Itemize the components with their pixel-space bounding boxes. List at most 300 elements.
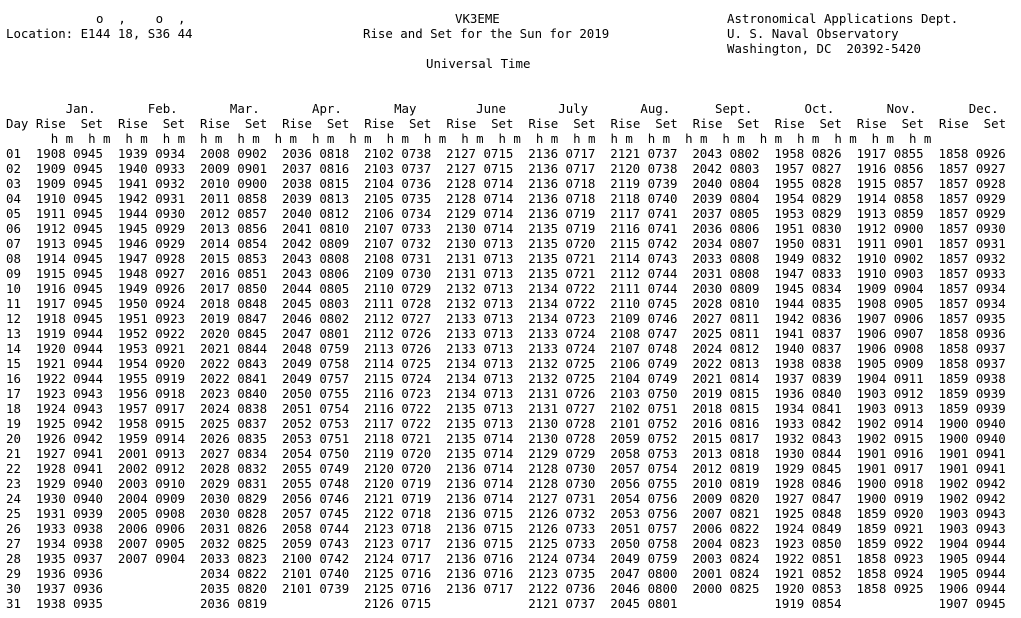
rise-set-cell: 2128 0714 [446, 191, 514, 206]
rise-set-cell: 2134 0723 [528, 311, 596, 326]
rise-set-cell: 2007 0904 [117, 551, 186, 566]
rise-set-cell: 1933 0842 [774, 416, 842, 431]
rise-set-cell: 2016 0851 [199, 266, 268, 281]
rise-set-cell: 2134 0722 [528, 281, 596, 296]
rise-set-cell: 1921 0944 [35, 356, 103, 371]
rise-set-cell: 1959 0914 [117, 431, 186, 446]
month-header: Apr. [311, 101, 342, 116]
table-row [6, 251, 1006, 266]
day-number: 13 [6, 326, 21, 341]
rise-set-cell: 1859 0922 [856, 536, 924, 551]
set-header: Set [573, 116, 596, 131]
rise-set-cell: 2136 0717 [528, 161, 596, 176]
rise-set-cell: 2133 0713 [446, 311, 514, 326]
rise-set-cell: 2028 0832 [199, 461, 268, 476]
unit-label: h m [461, 131, 484, 146]
rise-set-cell: 1857 0928 [938, 176, 1006, 191]
rise-set-cell: 2023 0840 [199, 386, 268, 401]
rise-set-cell: 2110 0729 [364, 281, 432, 296]
rise-set-cell: 2056 0755 [610, 476, 678, 491]
rise-set-cell: 2127 0731 [528, 491, 596, 506]
rise-set-cell: 2108 0747 [610, 326, 678, 341]
unit-label: h m [349, 131, 372, 146]
rise-set-cell: 1941 0837 [774, 326, 842, 341]
rise-set-cell: 2103 0750 [610, 386, 678, 401]
rise-set-cell: 2130 0714 [446, 221, 514, 236]
rise-set-cell: 2056 0746 [282, 491, 350, 506]
unit-label: h m [834, 131, 857, 146]
rise-set-cell: 1859 0921 [856, 521, 924, 536]
rise-set-cell: 2040 0812 [282, 206, 350, 221]
rise-set-cell: 1921 0852 [774, 566, 842, 581]
rise-set-cell: 2058 0744 [282, 521, 350, 536]
rise-set-cell: 2121 0737 [528, 596, 596, 611]
rise-set-cell: 2133 0713 [446, 341, 514, 356]
set-header: Set [80, 116, 104, 131]
rise-set-cell: 1902 0942 [938, 476, 1006, 491]
rise-set-cell: 2059 0752 [610, 431, 678, 446]
rise-set-cell: 2050 0758 [610, 536, 678, 551]
day-number: 23 [6, 476, 21, 491]
rise-set-cell: 2119 0739 [610, 176, 678, 191]
rise-set-cell: 2049 0759 [610, 551, 678, 566]
rise-header: Rise [446, 116, 477, 131]
rise-set-cell: 2000 0825 [692, 581, 760, 596]
day-number: 30 [6, 581, 21, 596]
rise-set-cell: 1901 0917 [856, 461, 924, 476]
rise-set-cell: 2046 0802 [282, 311, 350, 326]
rise-set-cell: 2116 0722 [364, 401, 432, 416]
rise-set-cell: 2117 0741 [610, 206, 678, 221]
rise-set-cell: 1955 0828 [774, 176, 842, 191]
rise-set-cell: 2022 0813 [692, 356, 760, 371]
rise-set-cell: 2127 0715 [446, 146, 514, 161]
rise-set-cell: 1859 0939 [938, 401, 1006, 416]
rise-set-cell: 1901 0941 [938, 446, 1006, 461]
rise-set-cell: 2136 0717 [446, 581, 514, 596]
rise-set-cell: 2106 0749 [610, 356, 678, 371]
rise-set-cell: 1936 0840 [774, 386, 842, 401]
rise-set-cell: 2109 0746 [610, 311, 678, 326]
unit-label: h m [162, 131, 186, 146]
rise-set-cell: 2041 0810 [282, 221, 350, 236]
rise-set-cell: 2047 0800 [610, 566, 678, 581]
day-number: 31 [6, 596, 21, 611]
rise-set-cell: 2010 0819 [692, 476, 760, 491]
month-header: Sept. [714, 101, 753, 116]
rise-set-cell: 1907 0945 [938, 596, 1006, 611]
rise-set-cell: 2136 0714 [446, 491, 514, 506]
day-number: 14 [6, 341, 21, 356]
day-column-header: Day [6, 116, 29, 131]
rise-set-cell: 2030 0809 [692, 281, 760, 296]
unit-label: h m [386, 131, 409, 146]
rise-set-cell: 2136 0716 [446, 566, 514, 581]
rise-set-cell: 2101 0752 [610, 416, 678, 431]
rise-set-cell: 2136 0714 [446, 476, 514, 491]
set-header: Set [491, 116, 514, 131]
unit-label: h m [125, 131, 148, 146]
rise-set-cell: 1905 0944 [938, 551, 1006, 566]
table-row [6, 416, 1006, 431]
rise-set-cell: 2030 0829 [199, 491, 268, 506]
rise-header: Rise [364, 116, 395, 131]
rise-set-cell: 1954 0920 [117, 356, 186, 371]
table-row [6, 161, 1006, 176]
dept-line-1: Astronomical Applications Dept. [727, 11, 959, 26]
rise-set-cell: 1929 0940 [35, 476, 103, 491]
day-number: 16 [6, 371, 21, 386]
rise-set-cell: 1910 0902 [856, 251, 924, 266]
rise-set-cell: 2027 0834 [199, 446, 268, 461]
rise-set-cell: 2105 0735 [364, 191, 432, 206]
rise-set-cell: 2119 0720 [364, 446, 432, 461]
location-line: Location: E144 18, S36 44 [6, 26, 193, 41]
unit-label: h m [237, 131, 260, 146]
rise-set-cell: 1915 0945 [35, 266, 103, 281]
rise-set-cell: 2007 0905 [117, 536, 186, 551]
rise-set-cell: 2131 0726 [528, 386, 596, 401]
rise-set-cell: 2053 0751 [282, 431, 350, 446]
rise-set-cell: 2043 0806 [282, 266, 350, 281]
rise-set-cell: 2006 0906 [117, 521, 186, 536]
rise-set-cell: 2016 0816 [692, 416, 760, 431]
rise-set-cell: 2049 0758 [282, 356, 350, 371]
table-row [6, 446, 1006, 461]
rise-set-cell: 1915 0857 [856, 176, 924, 191]
rise-set-cell: 2035 0820 [199, 581, 268, 596]
rise-set-cell: 2117 0722 [364, 416, 432, 431]
rise-set-cell: 1953 0921 [117, 341, 186, 356]
rise-set-cell: 2131 0713 [446, 266, 514, 281]
rise-set-cell: 1859 0938 [938, 371, 1006, 386]
table-row [6, 551, 1006, 566]
rise-header: Rise [938, 116, 969, 131]
rise-set-cell: 2003 0824 [692, 551, 760, 566]
rise-set-cell: 2048 0759 [282, 341, 350, 356]
rise-set-cell: 2022 0843 [199, 356, 268, 371]
unit-label: h m [685, 131, 708, 146]
rise-set-cell: 1950 0924 [117, 296, 186, 311]
rise-set-cell: 2102 0751 [610, 401, 678, 416]
set-header: Set [655, 116, 678, 131]
rise-set-cell: 1904 0911 [856, 371, 924, 386]
rise-set-cell: 1906 0944 [938, 581, 1006, 596]
rise-set-cell: 2001 0824 [692, 566, 760, 581]
unit-label: h m [871, 131, 895, 146]
rise-set-cell: 2039 0813 [282, 191, 350, 206]
day-number: 10 [6, 281, 21, 296]
rise-set-cell: 2057 0754 [610, 461, 678, 476]
rise-set-cell: 1924 0943 [35, 401, 103, 416]
rise-set-cell: 1944 0835 [774, 296, 842, 311]
rise-set-cell: 2004 0909 [117, 491, 186, 506]
rise-set-cell: 2007 0821 [692, 506, 760, 521]
rise-set-cell: 2125 0716 [364, 581, 432, 596]
rise-set-cell: 2026 0835 [199, 431, 268, 446]
table-row [6, 281, 1006, 296]
rise-set-cell: 2011 0858 [199, 191, 268, 206]
rise-set-cell: 2118 0721 [364, 431, 432, 446]
rise-set-cell: 2114 0743 [610, 251, 678, 266]
rise-set-cell: 2104 0736 [364, 176, 432, 191]
rise-set-cell: 1914 0945 [35, 251, 103, 266]
rise-set-cell: 1857 0929 [938, 206, 1006, 221]
rise-set-cell: 2046 0800 [610, 581, 678, 596]
rise-set-cell: 1903 0912 [856, 386, 924, 401]
rise-set-cell: 1948 0927 [117, 266, 186, 281]
rise-set-cell: 2059 0743 [282, 536, 350, 551]
rise-set-cell: 1937 0936 [35, 581, 103, 596]
table-row [6, 461, 1006, 476]
rise-set-cell: 1932 0843 [774, 431, 842, 446]
rise-set-cell: 2135 0714 [446, 431, 514, 446]
rise-set-cell: 1900 0940 [938, 416, 1006, 431]
rise-set-cell: 2130 0713 [446, 236, 514, 251]
rise-set-cell: 2128 0730 [528, 476, 596, 491]
rise-set-cell: 2136 0715 [446, 536, 514, 551]
rise-set-cell: 2112 0726 [364, 326, 432, 341]
rise-set-cell: 2043 0802 [692, 146, 760, 161]
rise-set-cell: 2019 0847 [199, 311, 268, 326]
rise-set-cell: 1916 0945 [35, 281, 103, 296]
day-number: 12 [6, 311, 21, 326]
rise-set-cell: 2050 0755 [282, 386, 350, 401]
rise-set-cell: 1904 0944 [938, 536, 1006, 551]
rise-set-cell: 1958 0826 [774, 146, 842, 161]
day-number: 05 [6, 206, 21, 221]
rise-set-cell: 1900 0940 [938, 431, 1006, 446]
table-row [6, 221, 1006, 236]
rise-set-cell: 2120 0720 [364, 461, 432, 476]
rise-set-cell: 2052 0753 [282, 416, 350, 431]
set-header: Set [326, 116, 350, 131]
rise-set-cell: 1945 0834 [774, 281, 842, 296]
table-row [6, 236, 1006, 251]
rise-set-cell: 2039 0804 [692, 191, 760, 206]
rise-set-cell: 2123 0718 [364, 521, 432, 536]
rise-set-cell: 1946 0929 [117, 236, 186, 251]
table-row [6, 536, 1006, 551]
unit-label: h m [274, 131, 298, 146]
rise-set-cell: 2113 0726 [364, 341, 432, 356]
rise-set-cell: 2030 0828 [199, 506, 268, 521]
day-number: 09 [6, 266, 21, 281]
rise-set-cell: 1923 0850 [774, 536, 842, 551]
sun-table [6, 101, 1021, 611]
rise-set-cell: 1901 0916 [856, 446, 924, 461]
unit-label: h m [908, 131, 932, 146]
rise-set-cell: 2031 0826 [199, 521, 268, 536]
rise-header: Rise [117, 116, 148, 131]
rise-set-cell: 2115 0724 [364, 371, 432, 386]
set-header: Set [819, 116, 842, 131]
rise-set-cell: 1922 0851 [774, 551, 842, 566]
rise-set-cell: 2135 0720 [528, 236, 596, 251]
rise-set-cell: 1910 0945 [35, 191, 103, 206]
rise-set-cell: 2057 0745 [282, 506, 350, 521]
rise-set-cell: 1918 0945 [35, 311, 103, 326]
day-number: 22 [6, 461, 21, 476]
rise-set-cell: 2032 0825 [199, 536, 268, 551]
rise-set-cell: 2133 0724 [528, 326, 596, 341]
rise-set-cell: 2127 0715 [446, 161, 514, 176]
rise-set-cell: 1953 0829 [774, 206, 842, 221]
day-number: 03 [6, 176, 21, 191]
rise-set-cell: 1906 0908 [856, 341, 924, 356]
table-row [6, 386, 1006, 401]
rise-set-cell: 2131 0713 [446, 251, 514, 266]
rise-set-cell: 1923 0943 [35, 386, 103, 401]
rise-set-cell: 2121 0737 [610, 146, 678, 161]
rise-set-cell: 2129 0714 [446, 206, 514, 221]
unit-label: h m [573, 131, 596, 146]
rise-set-cell: 2136 0719 [528, 206, 596, 221]
table-row [6, 506, 1006, 521]
rise-set-cell: 2116 0741 [610, 221, 678, 236]
rise-set-cell: 1912 0900 [856, 221, 924, 236]
rise-set-cell: 2100 0742 [282, 551, 350, 566]
rise-set-cell: 1909 0945 [35, 176, 103, 191]
rise-set-cell: 2135 0721 [528, 251, 596, 266]
rise-set-cell: 2045 0803 [282, 296, 350, 311]
rise-set-cell: 1942 0931 [117, 191, 186, 206]
rise-set-cell: 2037 0816 [282, 161, 350, 176]
table-row [6, 176, 1006, 191]
rise-set-cell: 2126 0733 [528, 521, 596, 536]
rise-set-cell: 1947 0928 [117, 251, 186, 266]
day-number: 01 [6, 146, 21, 161]
rise-set-cell: 2135 0713 [446, 401, 514, 416]
rise-set-cell: 1942 0836 [774, 311, 842, 326]
rise-set-cell: 2108 0731 [364, 251, 432, 266]
rise-set-cell: 2018 0815 [692, 401, 760, 416]
table-row [6, 326, 1006, 341]
rise-set-cell: 2123 0735 [528, 566, 596, 581]
rise-set-cell: 1857 0927 [938, 161, 1006, 176]
rise-set-cell: 2126 0732 [528, 506, 596, 521]
rise-set-cell: 1857 0934 [938, 281, 1006, 296]
rise-set-cell: 2124 0734 [528, 551, 596, 566]
rise-set-cell: 2123 0717 [364, 536, 432, 551]
rise-set-cell: 1911 0945 [35, 206, 103, 221]
page-subtitle: Rise and Set for the Sun for 2019 [363, 26, 610, 41]
rise-set-cell: 1927 0941 [35, 446, 103, 461]
dept-line-3: Washington, DC 20392-5420 [727, 41, 921, 56]
rise-set-cell: 1917 0855 [856, 146, 924, 161]
table-row [6, 521, 1006, 536]
rise-set-cell: 1858 0937 [938, 356, 1006, 371]
day-number: 11 [6, 296, 21, 311]
rise-set-cell: 2112 0744 [610, 266, 678, 281]
rise-set-cell: 1908 0905 [856, 296, 924, 311]
set-header: Set [162, 116, 186, 131]
table-row [6, 476, 1006, 491]
day-number: 25 [6, 506, 21, 521]
rise-set-cell: 2054 0750 [282, 446, 350, 461]
rise-header: Rise [610, 116, 641, 131]
rise-set-cell: 2028 0810 [692, 296, 760, 311]
rise-set-cell: 1858 0923 [856, 551, 924, 566]
rise-set-cell: 2122 0736 [528, 581, 596, 596]
rise-set-cell: 2110 0745 [610, 296, 678, 311]
rise-set-cell: 2033 0823 [199, 551, 268, 566]
table-row [6, 191, 1006, 206]
rise-set-cell: 1924 0849 [774, 521, 842, 536]
rise-set-cell: 1929 0845 [774, 461, 842, 476]
rise-set-cell: 2006 0822 [692, 521, 760, 536]
day-number: 28 [6, 551, 21, 566]
rise-set-cell: 1920 0944 [35, 341, 103, 356]
rise-set-cell: 1902 0942 [938, 491, 1006, 506]
rise-set-cell: 2107 0732 [364, 236, 432, 251]
rise-set-cell: 1927 0847 [774, 491, 842, 506]
rise-set-cell: 1939 0934 [117, 146, 186, 161]
rise-set-cell: 2001 0913 [117, 446, 186, 461]
rise-header: Rise [774, 116, 805, 131]
rise-set-cell: 2043 0808 [282, 251, 350, 266]
rise-set-cell: 1919 0854 [774, 596, 842, 611]
rise-set-cell: 1905 0909 [856, 356, 924, 371]
unit-label: h m [722, 131, 745, 146]
rise-set-cell: 2134 0713 [446, 356, 514, 371]
rise-set-cell: 2107 0733 [364, 221, 432, 236]
rise-set-cell: 1912 0945 [35, 221, 103, 236]
rise-set-cell: 1951 0923 [117, 311, 186, 326]
rise-set-cell: 1925 0848 [774, 506, 842, 521]
rise-set-cell: 1857 0930 [938, 221, 1006, 236]
day-number: 29 [6, 566, 21, 581]
rise-header: Rise [282, 116, 312, 131]
rise-set-cell: 2047 0801 [282, 326, 350, 341]
rise-set-cell: 1916 0856 [856, 161, 924, 176]
rise-set-cell: 1941 0932 [117, 176, 186, 191]
rise-set-cell: 2042 0803 [692, 161, 760, 176]
rise-set-cell: 2008 0902 [199, 146, 268, 161]
rise-set-cell: 1952 0922 [117, 326, 186, 341]
rise-set-cell: 2103 0737 [364, 161, 432, 176]
table-row [6, 581, 1006, 596]
rise-set-cell: 2044 0805 [282, 281, 350, 296]
rise-set-cell: 1922 0944 [35, 371, 103, 386]
day-number: 07 [6, 236, 21, 251]
rise-set-cell: 2045 0801 [610, 596, 678, 611]
rise-set-cell: 2042 0809 [282, 236, 350, 251]
rise-set-cell: 1908 0945 [35, 146, 103, 161]
rise-set-cell: 1902 0915 [856, 431, 924, 446]
rise-set-cell: 2120 0738 [610, 161, 678, 176]
rise-set-cell: 2024 0838 [199, 401, 268, 416]
rise-set-cell: 2136 0716 [446, 551, 514, 566]
rise-set-cell: 2136 0715 [446, 521, 514, 536]
table-row [6, 146, 1006, 161]
rise-set-cell: 2010 0900 [199, 176, 268, 191]
rise-set-cell: 2015 0853 [199, 251, 268, 266]
rise-set-cell: 2017 0850 [199, 281, 268, 296]
table-row [6, 401, 1006, 416]
rise-set-cell: 2134 0713 [446, 371, 514, 386]
rise-set-cell: 1938 0838 [774, 356, 842, 371]
rise-set-cell: 1930 0940 [35, 491, 103, 506]
rise-set-cell: 2112 0727 [364, 311, 432, 326]
table-row [6, 491, 1006, 506]
rise-set-cell: 2054 0756 [610, 491, 678, 506]
rise-set-cell: 1910 0903 [856, 266, 924, 281]
rise-set-cell: 2118 0740 [610, 191, 678, 206]
month-header: May [394, 101, 417, 116]
day-number: 21 [6, 446, 21, 461]
day-number: 17 [6, 386, 21, 401]
